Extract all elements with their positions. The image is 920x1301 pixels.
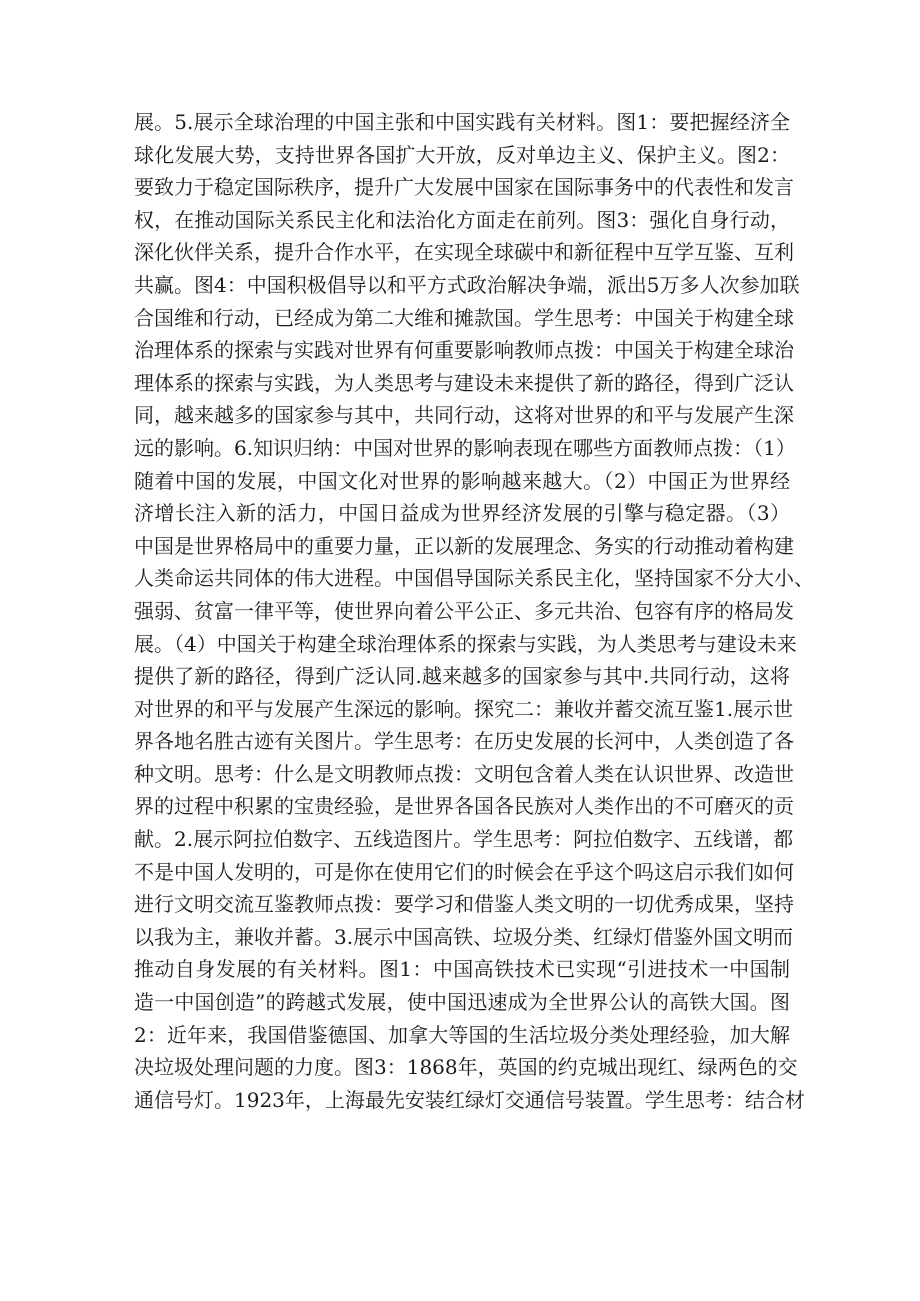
text-line: 界的过程中积累的宝贵经验，是世界各国各民族对人类作出的不可磨灭的贡	[134, 794, 794, 819]
text-line: 决垃圾处理问题的力度。图3：1868年，英国的约克城出现红、绿两色的交	[134, 1055, 798, 1080]
text-line: 理体系的探索与实践，为人类思考与建设未来提供了新的路径，得到广泛认	[134, 370, 794, 395]
text-line: 献。2.展示阿拉伯数字、五线造图片。学生思考：阿拉伯数字、五线谱，都	[134, 827, 794, 852]
text-line: 提供了新的路径，得到广泛认同.越来越多的国家参与其中.共同行动，这将	[134, 664, 790, 689]
text-line: 对世界的和平与发展产生深远的影响。探究二：兼收并蓄交流互鉴1.展示世	[134, 696, 794, 721]
text-line: 球化发展大势，支持世界各国扩大开放，反对单边主义、保护主义。图2：	[134, 142, 790, 167]
text-line: 远的影响。6.知识归纳：中国对世界的影响表现在哪些方面教师点拨：（1）	[134, 435, 796, 460]
text-line: 权，在推动国际关系民主化和法治化方面走在前列。图3：强化自身行动，	[134, 207, 790, 232]
text-line: 种文明。思考：什么是文明教师点拨：文明包含着人类在认识世界、改造世	[134, 761, 794, 786]
text-line: 共赢。图4：中国积极倡导以和平方式政治解决争端，派出5万多人次参加联	[134, 272, 800, 297]
body-text	[134, 106, 814, 1116]
text-line: 中国是世界格局中的重要力量，正以新的发展理念、务实的行动推动着构建	[134, 533, 794, 558]
text-line: 强弱、贫富一律平等，使世界向着公平公正、多元共治、包容有序的格局发	[134, 598, 794, 623]
text-line: 不是中国人发明的，可是你在使用它们的时候会在乎这个吗这启示我们如何	[134, 859, 794, 884]
text-line: 以我为主，兼收并蓄。3.展示中国高铁、垃圾分类、红绿灯借鉴外国文明而	[134, 924, 794, 949]
text-line: 展。5.展示全球治理的中国主张和中国实践有关材料。图1：要把握经济全	[134, 110, 790, 134]
text-line: 造一中国创造”的跨越式发展，使中国迅速成为全世界公认的高铁大国。图	[134, 990, 790, 1015]
text-line: 治理体系的探索与实践对世界有何重要影响教师点拨：中国关于构建全球治	[134, 338, 794, 363]
text-line: 济增长注入新的活力，中国日益成为世界经济发展的引擎与稳定器。（3）	[134, 501, 790, 526]
text-line: 推动自身发展的有关材料。图1：中国高铁技术已实现“引进技术一中国制	[134, 957, 790, 982]
text-line: 界各地名胜古迹有关图片。学生思考：在历史发展的长河中，人类创造了各	[134, 729, 794, 754]
text-line: 进行文明交流互鉴教师点拨：要学习和借鉴人类文明的一切优秀成果，坚持	[134, 892, 794, 917]
text-line: 人类命运共同体的伟大进程。中国倡导国际关系民主化，坚持国家不分大小、	[134, 566, 814, 591]
text-line: 2：近年来，我国借鉴德国、加拿大等国的生活垃圾分类处理经验，加大解	[134, 1022, 790, 1047]
text-line: 要致力于稳定国际秩序，提升广大发展中国家在国际事务中的代表性和发言	[134, 175, 794, 200]
text-line: 随着中国的发展，中国文化对世界的影响越来越大。（2）中国正为世界经	[134, 468, 790, 493]
text-line: 展。（4）中国关于构建全球治理体系的探索与实践，为人类思考与建设未来	[134, 631, 797, 656]
text-line: 同，越来越多的国家参与其中，共同行动，这将对世界的和平与发展产生深	[134, 403, 794, 428]
text-line: 通信号灯。1923年，上海最先安装红绿灯交通信号装置。学生思考：结合材	[134, 1087, 805, 1112]
text-line: 深化伙伴关系，提升合作水平，在实现全球碳中和新征程中互学互鉴、互利	[134, 240, 794, 265]
text-line: 合国维和行动，已经成为第二大维和摊款国。学生思考：中国关于构建全球	[134, 305, 794, 330]
